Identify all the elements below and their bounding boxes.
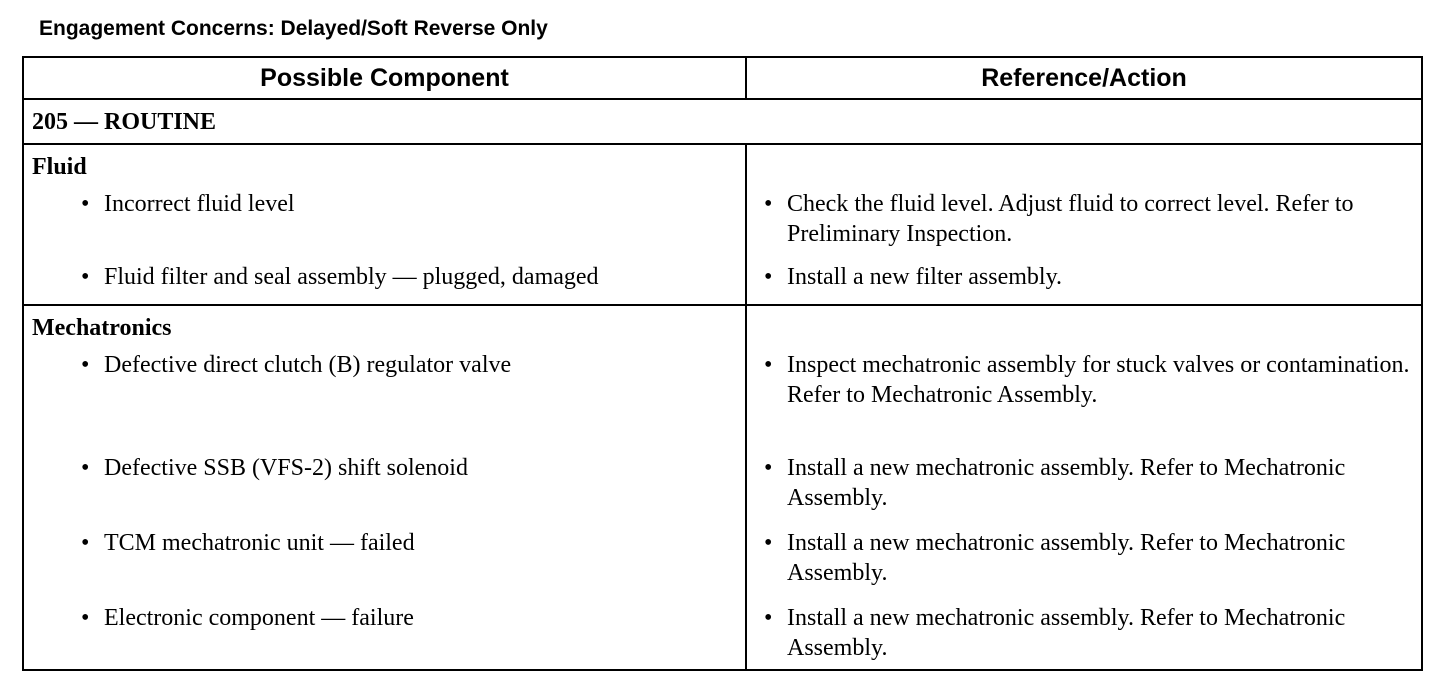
routine-label: 205 — ROUTINE bbox=[23, 99, 1422, 144]
table-row bbox=[23, 453, 1422, 528]
page-title: Engagement Concerns: Delayed/Soft Reverse Only bbox=[39, 17, 548, 40]
action-text: • Install a new filter assembly. bbox=[747, 262, 1421, 292]
diagnosis-table bbox=[22, 56, 1423, 671]
group-label-mechatronics: Mechatronics bbox=[23, 305, 746, 348]
table-row bbox=[23, 348, 1422, 453]
table-row bbox=[23, 260, 1422, 305]
header-row bbox=[23, 57, 1422, 99]
column-header-action: Reference/Action bbox=[746, 57, 1422, 99]
group-row-mechatronics bbox=[23, 305, 1422, 348]
table-row bbox=[23, 187, 1422, 260]
group-action-empty bbox=[746, 305, 1422, 348]
component-text: • Defective SSB (VFS-2) shift solenoid bbox=[24, 453, 745, 483]
action-text: • Install a new mechatronic assembly. Refer to Mechatronic Assembly. bbox=[747, 528, 1421, 588]
component-text: • Incorrect fluid level bbox=[24, 189, 745, 219]
column-header-component: Possible Component bbox=[23, 57, 746, 99]
component-text: • Electronic component — failure bbox=[24, 603, 745, 633]
group-label-fluid: Fluid bbox=[23, 144, 746, 187]
component-text: • Defective direct clutch (B) regulator valve bbox=[24, 350, 745, 380]
group-action-empty bbox=[746, 144, 1422, 187]
component-text: • TCM mechatronic unit — failed bbox=[24, 528, 745, 558]
table-row bbox=[23, 528, 1422, 603]
action-text: • Inspect mechatronic assembly for stuck valves or contamination. Refer to Mechatronic Assembly. bbox=[747, 350, 1421, 410]
component-text: • Fluid filter and seal assembly — plugged, damaged bbox=[24, 262, 745, 292]
table-row bbox=[23, 603, 1422, 670]
action-text: • Install a new mechatronic assembly. Refer to Mechatronic Assembly. bbox=[747, 603, 1421, 663]
group-row-fluid bbox=[23, 144, 1422, 187]
action-text: • Check the fluid level. Adjust fluid to correct level. Refer to Preliminary Inspection. bbox=[747, 189, 1421, 249]
action-text: • Install a new mechatronic assembly. Refer to Mechatronic Assembly. bbox=[747, 453, 1421, 513]
routine-row bbox=[23, 99, 1422, 144]
